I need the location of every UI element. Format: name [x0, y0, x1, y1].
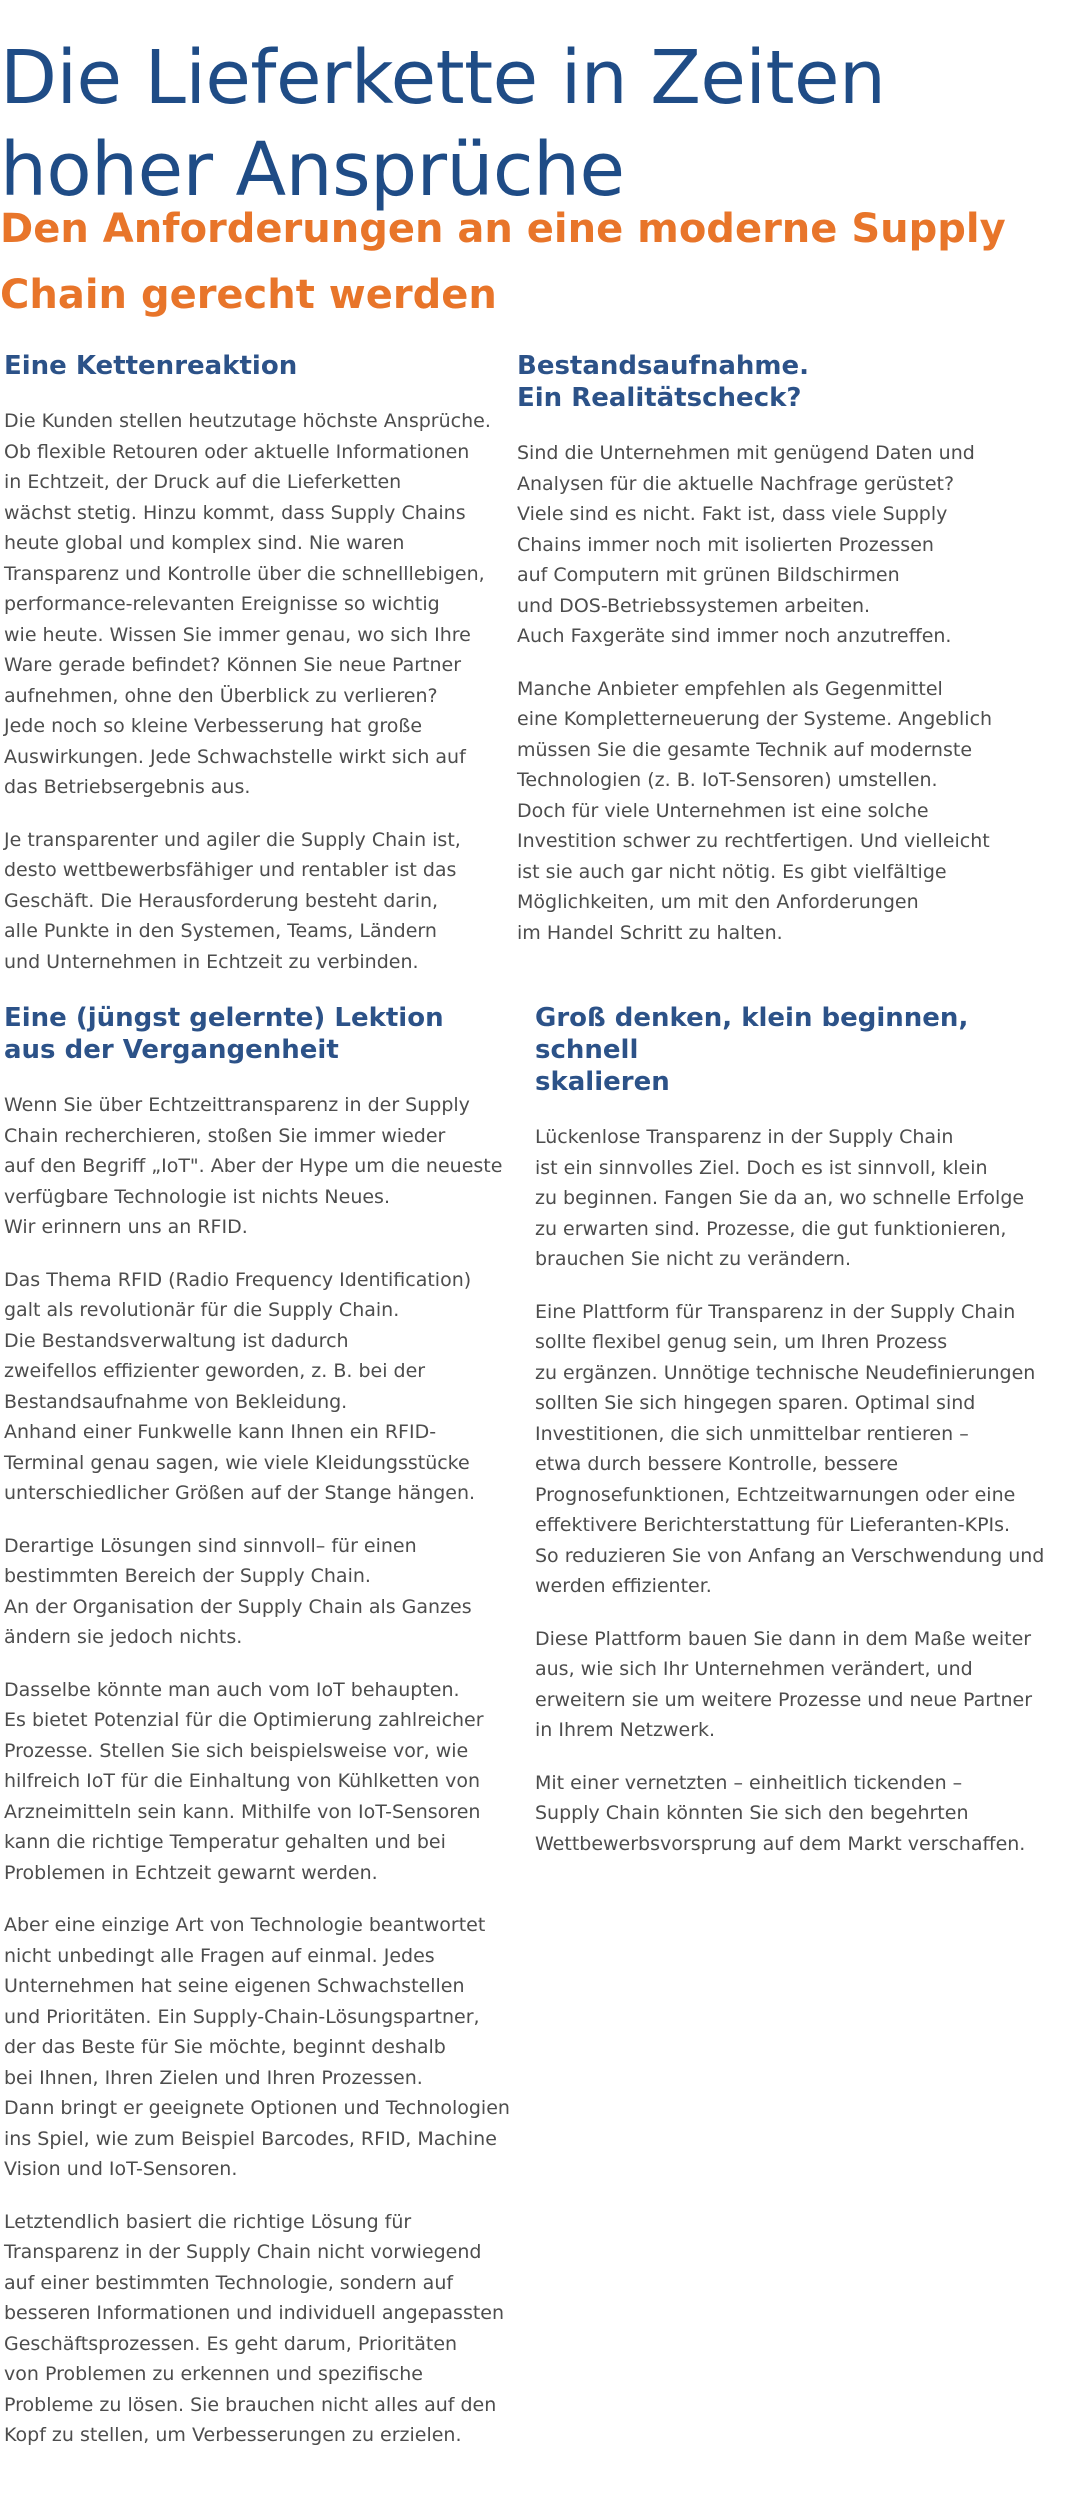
- paragraph: Manche Anbieter empfehlen als Gegenmittel eine Kompletterneuerung der Systeme. Angeblich müssen Sie die gesamte Technik auf modernste Technologien (z. B. IoT-Sensoren) umstellen. Doch für viele Unternehmen ist eine solche Investition schwer zu rechtfertigen. Und vielleicht ist sie auch gar nicht nötig. Es gibt vielfältige Möglichkeiten, um mit den Anforderungen im Handel Schritt zu halten.: [517, 677, 993, 944]
- section-heading: [535, 1002, 1065, 1098]
- page-title-line-1: Die Lieferkette in Zeiten: [0, 35, 886, 121]
- section-heading-line-2: Ein Realitätscheck?: [517, 383, 802, 413]
- paragraph: Derartige Lösungen sind sinnvoll– für einen bestimmten Bereich der Supply Chain. An der Organisation der Supply Chain als Ganzes ändern sie jedoch nichts.: [4, 1534, 472, 1648]
- paragraph: Sind die Unternehmen mit genügend Daten und Analysen für die aktuelle Nachfrage gerüstet? Viele sind es nicht. Fakt ist, dass viele Supply Chains immer noch mit isolierten Prozessen auf Computern mit grünen Bildschirmen und DOS-Betriebssystemen arbeiten. Auch Faxgeräte sind immer noch anzutreffen.: [517, 442, 975, 647]
- paragraph: Dasselbe könnte man auch vom IoT behaupten. Es bietet Potenzial für die Optimierung zahlreicher Prozesse. Stellen Sie sich beispielsweise vor, wie hilfreich IoT für die Einhaltung von Kühlketten von Arzneimitteln sein kann. Mithilfe von IoT-Sensoren kann die richtige Temperatur gehalten und bei Problemen in Echtzeit gewarnt werden.: [4, 1678, 484, 1884]
- section-gross-denken: [535, 1002, 1065, 1881]
- page-subtitle: [0, 196, 1060, 328]
- section-heading-line-2: skalieren: [535, 1067, 670, 1097]
- paragraph: Wenn Sie über Echtzeittransparenz in der Supply Chain recherchieren, stoßen Sie immer wieder auf den Begriff „IoT". Aber der Hype um die neueste verfügbare Technologie ist nichts Neues. Wir erinnern uns an RFID.: [4, 1094, 503, 1238]
- section-lektion: [4, 1002, 516, 2473]
- section-bestandsaufnahme: [517, 350, 1057, 970]
- paragraph: Lückenlose Transparenz in der Supply Chain ist ein sinnvolles Ziel. Doch es ist sinnvoll, klein zu beginnen. Fangen Sie da an, wo schnelle Erfolge zu erwarten sind. Prozesse, die gut funktionieren, brauchen Sie nicht zu verändern.: [535, 1126, 1025, 1270]
- section-heading-line-2: aus der Vergangenheit: [4, 1035, 339, 1065]
- paragraph: Je transparenter und agiler die Supply Chain ist, desto wettbewerbsfähiger und rentabler ist das Geschäft. Die Herausforderung besteht darin, alle Punkte in den Systemen, Teams, Ländern und Unternehmen in Echtzeit zu verbinden.: [4, 828, 461, 973]
- section-heading: [4, 1002, 516, 1066]
- section-heading-line-1: Eine (jüngst gelernte) Lektion: [4, 1003, 444, 1033]
- page-title: [0, 32, 1060, 216]
- section-heading-line-1: Groß denken, klein beginnen, schnell: [535, 1003, 969, 1065]
- section-heading-line-1: Bestandsaufnahme.: [517, 351, 810, 381]
- section-kettenreaktion: [4, 350, 494, 999]
- page-subtitle-line-2: Chain gerecht werden: [0, 272, 497, 318]
- paragraph: Letztendlich basiert die richtige Lösung für Transparenz in der Supply Chain nicht vorwiegend auf einer bestimmten Technologie, sondern auf besseren Informationen und individuell angepassten Geschäftsprozessen. Es geht darum, Prioritäten von Problemen zu erkennen und spezifische Probleme zu lösen. Sie brauchen nicht alles auf den Kopf zu stellen, um Verbesserungen zu erzielen.: [4, 2210, 505, 2446]
- paragraph: Eine Plattform für Transparenz in der Supply Chain sollte flexibel genug sein, um Ihren Prozess zu ergänzen. Unnötige technische Neudefinierungen sollten Sie sich hingegen sparen. Optimal sind Investitionen, die sich unmittelbar rentieren – etwa durch bessere Kontrolle, bessere Prognosefunktionen, Echtzeitwarnungen oder eine effektivere Berichterstattung für Lieferanten-KPIs. So reduzieren Sie von Anfang an Verschwendung und werden effizienter.: [535, 1300, 1045, 1597]
- paragraph: Die Kunden stellen heutzutage höchste Ansprüche. Ob flexible Retouren oder aktuelle Informationen in Echtzeit, der Druck auf die Lieferketten wächst stetig. Hinzu kommt, dass Supply Chains heute global und komplex sind. Nie waren Transparenz und Kontrolle über die schnelllebigen, performance-relevanten Ereignisse so wichtig wie heute. Wissen Sie immer genau, wo sich Ihre Ware gerade befindet? Können Sie neue Partner aufnehmen, ohne den Überblick zu verlieren? Jede noch so kleine Verbesserung hat große Auswirkungen. Jede Schwachstelle wirkt sich auf das Betriebsergebnis aus.: [4, 410, 491, 798]
- page-title-line-2: hoher Ansprüche: [0, 127, 625, 213]
- paragraph: Aber eine einzige Art von Technologie beantwortet nicht unbedingt alle Fragen auf einmal. Jedes Unternehmen hat seine eigenen Schwachstellen und Prioritäten. Ein Supply-Chain-Lösungspartner, der das Beste für Sie möchte, beginnt deshalb bei Ihnen, Ihren Zielen und Ihren Prozessen. Dann bringt er geeignete Optionen und Technologien ins Spiel, wie zum Beispiel Barcodes, RFID, Machine Vision und IoT-Sensoren.: [4, 1914, 510, 2180]
- paragraph: Diese Plattform bauen Sie dann in dem Maße weiter aus, wie sich Ihr Unternehmen verändert, und erweitern sie um weitere Prozesse und neue Partner in Ihrem Netzwerk.: [535, 1627, 1033, 1741]
- paragraph: Mit einer vernetzten – einheitlich tickenden – Supply Chain könnten Sie sich den begehrten Wettbewerbsvorsprung auf dem Markt verschaffen.: [535, 1771, 1026, 1855]
- page-subtitle-line-1: Den Anforderungen an eine moderne Supply: [0, 206, 1006, 252]
- section-heading: Eine Kettenreaktion: [4, 351, 298, 381]
- section-heading: [517, 350, 1057, 414]
- paragraph: Das Thema RFID (Radio Frequency Identification) galt als revolutionär für die Supply Chain. Die Bestandsverwaltung ist dadurch zweifellos effizienter geworden, z. B. bei der Bestandsaufnahme von Bekleidung. Anhand einer Funkwelle kann Ihnen ein RFID- Terminal genau sagen, wie viele Kleidungsstücke unterschiedlicher Größen auf der Stange hängen.: [4, 1268, 476, 1504]
